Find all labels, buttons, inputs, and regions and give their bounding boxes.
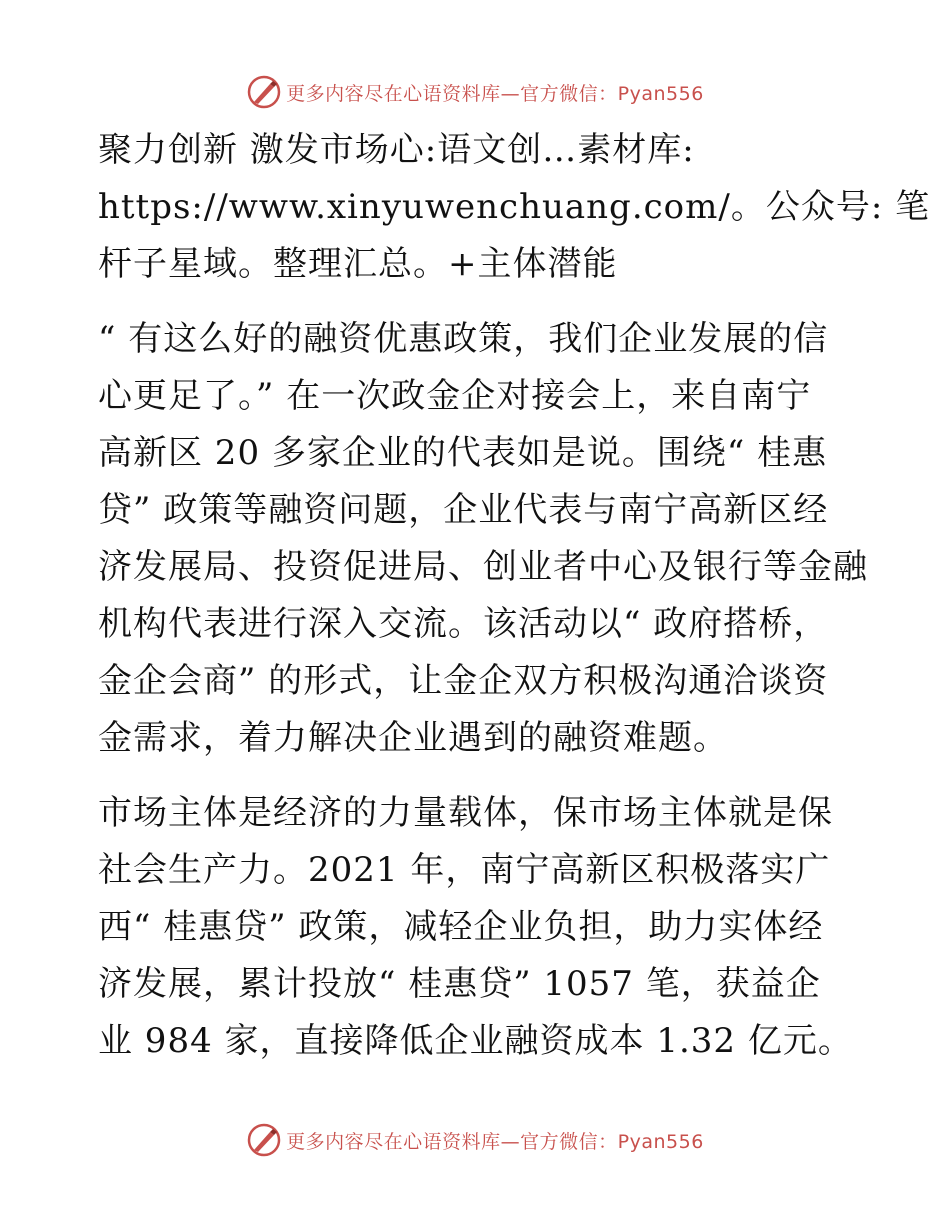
banner-text: 更多内容尽在心语资料库—官方微信：Pyan556 bbox=[286, 82, 704, 105]
text-line: 聚力创新 激发市场心:语文创…素材库: bbox=[98, 130, 695, 170]
text-line: 贷” 政策等融资问题，企业代表与南宁高新区经 bbox=[98, 490, 829, 530]
banner-text: 更多内容尽在心语资料库—官方微信：Pyan556 bbox=[286, 1130, 704, 1153]
text-line: 高新区 20 多家企业的代表如是说。围绕“ 桂惠 bbox=[98, 433, 828, 473]
text-line: https://www.xinyuwenchuang.com/。公众号: 笔 bbox=[98, 187, 931, 227]
pen-logo-icon bbox=[246, 1122, 282, 1158]
text-line: 西“ 桂惠贷” 政策，减轻企业负担，助力实体经 bbox=[98, 907, 824, 947]
text-line: 济发展局、投资促进局、创业者中心及银行等金融 bbox=[98, 547, 868, 587]
text-line: 金需求，着力解决企业遇到的融资难题。 bbox=[98, 718, 728, 758]
paragraph-3 bbox=[98, 785, 878, 1070]
paragraph-1 bbox=[98, 122, 931, 293]
text-line: 市场主体是经济的力量载体，保市场主体就是保 bbox=[98, 793, 833, 833]
text-line: 业 984 家，直接降低企业融资成本 1.32 亿元。 bbox=[98, 1021, 853, 1061]
text-line: “ 有这么好的融资优惠政策，我们企业发展的信 bbox=[98, 319, 829, 359]
text-line: 济发展，累计投放“ 桂惠贷” 1057 笔，获益企 bbox=[98, 964, 821, 1004]
text-line: 金企会商” 的形式，让金企双方积极沟通洽谈资 bbox=[98, 661, 829, 701]
footer-banner bbox=[0, 1118, 950, 1162]
pen-logo-icon bbox=[246, 74, 282, 110]
text-line: 机构代表进行深入交流。该活动以“ 政府搭桥， bbox=[98, 604, 829, 644]
header-banner bbox=[0, 70, 950, 114]
paragraph-2 bbox=[98, 311, 878, 767]
article-body bbox=[98, 122, 931, 1070]
text-line: 社会生产力。2021 年，南宁高新区积极落实广 bbox=[98, 850, 831, 890]
text-line: 杆子星域。整理汇总。+主体潜能 bbox=[98, 244, 618, 284]
text-line: 心更足了。” 在一次政金企对接会上，来自南宁 bbox=[98, 376, 812, 416]
